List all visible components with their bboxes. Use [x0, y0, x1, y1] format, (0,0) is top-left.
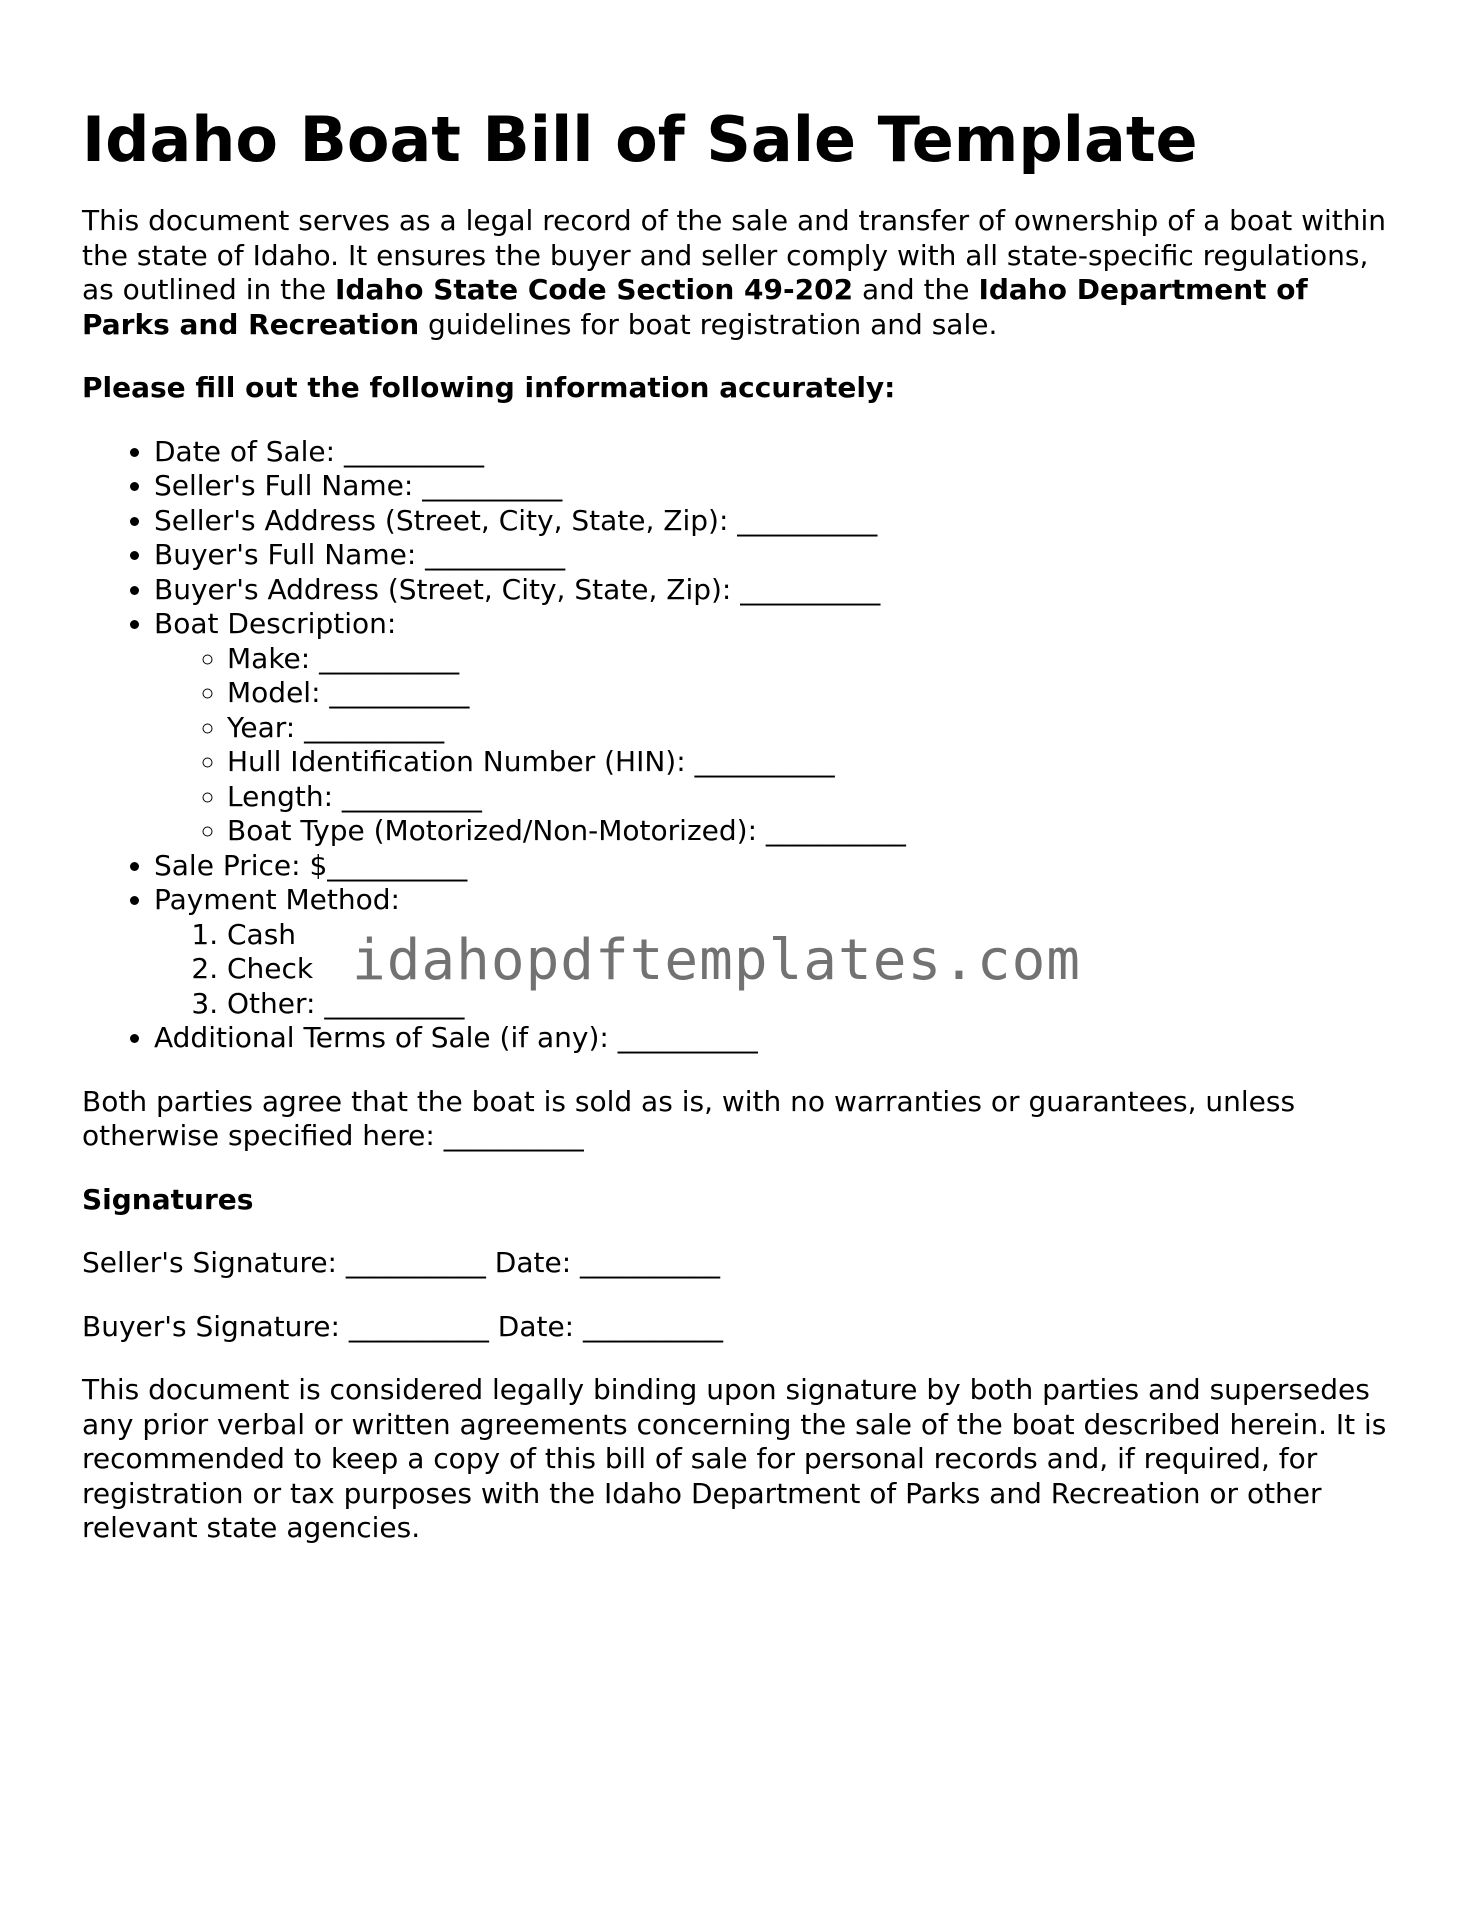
intro-paragraph [82, 204, 1402, 342]
field-buyer-name: • Buyer's Full Name: __________ [154, 538, 1402, 573]
field-boat-year: ◦ Year: __________ [227, 711, 1402, 746]
payment-option-cash: 1. Cash [227, 918, 1402, 953]
payment-option-check: 2. Check [227, 952, 1402, 987]
intro-text-2: and the [853, 273, 979, 306]
buyer-signature-line: Buyer's Signature: __________ Date: __________ [82, 1309, 724, 1343]
field-boat-description [154, 607, 1402, 849]
field-list [82, 435, 1402, 1056]
field-boat-length: ◦ Length: __________ [227, 780, 1402, 815]
instruction-heading: Please fill out the following information accurately: [82, 371, 896, 404]
boat-description-label: Boat Description: [154, 607, 397, 640]
payment-option-other: 3. Other: __________ [227, 987, 1402, 1022]
field-additional-terms: • Additional Terms of Sale (if any): __________ [154, 1021, 1402, 1056]
field-boat-model: ◦ Model: __________ [227, 676, 1402, 711]
as-is-clause: Both parties agree that the boat is sold as is, with no warranties or guarantees, unless otherwise specified here: __________ [82, 1084, 1296, 1152]
payment-method-label: Payment Method: [154, 883, 400, 916]
intro-text-3: guidelines for boat registration and sale. [419, 307, 998, 341]
intro-department-reference: Idaho Department of Parks and Recreation [82, 273, 1308, 341]
field-sale-price: • Sale Price: $__________ [154, 849, 1402, 884]
field-boat-make: ◦ Make: __________ [227, 642, 1402, 677]
signatures-heading: Signatures [82, 1182, 254, 1216]
field-buyer-address: • Buyer's Address (Street, City, State, Zip): __________ [154, 573, 1402, 608]
field-boat-hin: ◦ Hull Identification Number (HIN): __________ [227, 745, 1402, 780]
closing-paragraph: This document is considered legally binding upon signature by both parties and supersedes any prior verbal or written agreements concerning the sale of the boat described herein. It is recommended to keep a copy of this bill of sale for personal records and, if required, for registration or tax purposes with the Idaho Department of Parks and Recreation or other relevant state agencies. [82, 1373, 1387, 1544]
page-title: Idaho Boat Bill of Sale Template [82, 103, 1198, 176]
field-seller-name: • Seller's Full Name: __________ [154, 469, 1402, 504]
field-seller-address: • Seller's Address (Street, City, State, Zip): __________ [154, 504, 1402, 539]
field-payment-method [154, 883, 1402, 1021]
intro-text-1: This document serves as a legal record of the sale and transfer of ownership of a boat within the state of Idaho. It ensures the buyer and seller comply with all state-specific regulations, as outlined in the [82, 204, 1387, 306]
boat-description-list [154, 642, 1402, 849]
intro-code-reference: Idaho State Code Section 49-202 [334, 273, 854, 306]
field-boat-type: ◦ Boat Type (Motorized/Non-Motorized): __________ [227, 814, 1402, 849]
document-page [82, 100, 1402, 1575]
watermark-text: idahopdftemplates.com [352, 928, 1082, 993]
field-date-of-sale: • Date of Sale: __________ [154, 435, 1402, 470]
payment-method-list [154, 918, 1402, 1022]
seller-signature-line: Seller's Signature: __________ Date: __________ [82, 1246, 721, 1279]
